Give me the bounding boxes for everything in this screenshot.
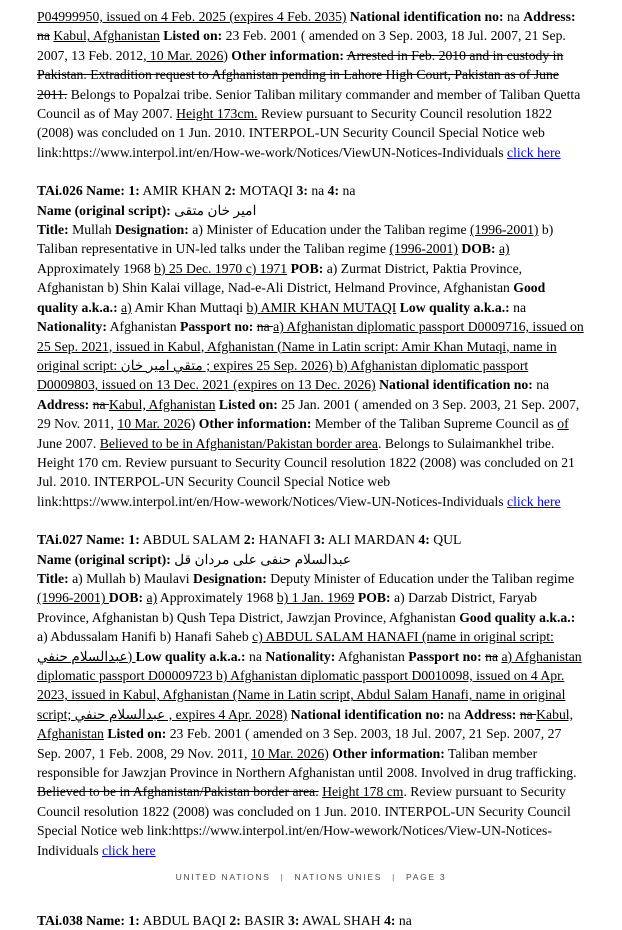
field-label: Low quality a.k.a.: — [135, 648, 246, 664]
amended-text: عبدالسلام حنفي — [74, 706, 166, 722]
amended-text: (1996-2001) — [389, 241, 458, 257]
text-run: na — [395, 913, 412, 929]
amended-text: Height 173cm. — [176, 106, 258, 122]
footer-page-number: PAGE 3 — [406, 872, 447, 882]
text-run: na — [245, 648, 266, 664]
text-run: b) Taliban representative in UN-led talks under the Taliban regime — [37, 222, 554, 257]
field-label: Listed on: — [107, 726, 167, 742]
amended-text: a) — [121, 299, 132, 315]
field-label: Good quality a.k.a.: — [459, 609, 576, 625]
page-footer — [0, 872, 622, 882]
field-label: 3: — [296, 183, 308, 199]
entry-tai025-details-continued — [37, 7, 587, 162]
text-run: na — [503, 9, 524, 24]
text-run: ) — [190, 416, 199, 432]
amended-text: Believed to be in Afghanistan/Pakistan border area — [99, 435, 378, 451]
amended-text: a) Afghanistan diplomatic passport D0009716, issued on 25 Sep. 2021, issued in Kabul, Afghanistan (Name in Latin script: Amir Khan Mutaqi, name in original script: — [37, 319, 584, 373]
click-here-link[interactable]: click here — [507, 144, 561, 160]
entry-tai027-details — [37, 569, 587, 860]
text-run: Member of the Taliban Supreme Council as — [311, 416, 558, 432]
entry-tai038-name-line — [37, 911, 587, 930]
click-here-link[interactable]: click here — [507, 493, 561, 509]
struck-text: Believed to be in Afghanistan/Pakistan border area. — [37, 784, 319, 800]
text-run: ABDUL BAQI — [139, 913, 230, 929]
text-run: BASIR — [240, 913, 288, 929]
field-label: Address: — [464, 706, 517, 722]
field-label: Listed on: — [218, 396, 278, 412]
text-run: Afghanistan — [106, 319, 180, 335]
field-label: 3: — [313, 532, 326, 548]
text-run: Belongs to Popalzai tribe. Senior Taliban military commander and member of Taliban Quetta Council as of May 2007. — [37, 86, 581, 122]
entry-tai027-original-script — [37, 550, 587, 569]
text-run: na — [339, 183, 356, 199]
field-label: 3: — [287, 913, 300, 929]
struck-text: na — [92, 396, 109, 412]
field-label: Title: — [37, 570, 69, 586]
field-label: DOB: — [461, 241, 496, 257]
text-run: Mullah — [68, 222, 116, 238]
footer-separator: | — [392, 872, 397, 882]
struck-text: na — [37, 28, 50, 44]
text-run: AMIR KHAN — [139, 183, 225, 199]
amended-text: 10 Mar. 2026 — [250, 745, 325, 761]
entry-tai026-details — [37, 220, 587, 511]
text-run: na — [307, 183, 328, 199]
field-label: 1: — [128, 183, 140, 199]
field-label: Designation: — [193, 570, 267, 586]
field-label: 2: — [224, 183, 236, 199]
text-run: na — [444, 706, 465, 722]
text-run: Review pursuant to Security Council resolution 1822 (2008) was concluded on 1 Jun. 2010. INTERPOL-UN Security Council Special Notice web link:https://www.interpol.int/en/How-we-work/Notices/ViewUN-Notices-Individuals — [37, 106, 553, 160]
amended-text: (1996-2001) — [37, 590, 109, 606]
field-label: TAi.027 Name: — [37, 532, 125, 548]
field-label: Address: — [37, 396, 90, 412]
field-label: POB: — [357, 590, 391, 606]
field-label: DOB: — [108, 590, 144, 606]
field-label: 4: — [418, 532, 430, 548]
text-run: . Review pursuant to Security Council resolution 1822 (2008) was concluded on 1 Jun. 2010. INTERPOL-UN Security Council Special Notice web link:https://www.interpol.int/en/How-wework/Notices/View-UN-Notices-Individuals — [37, 784, 571, 858]
text-run: a) Mullah b) Maulavi — [68, 570, 193, 586]
footer-org-en: UNITED NATIONS — [175, 872, 271, 882]
field-label: Name (original script): — [37, 202, 171, 218]
field-label: 4: — [384, 913, 396, 929]
text-run: . Belongs to Sulaimankhel tribe. Height 170 cm. Review pursuant to Security Council resolution 1822 (2008) was concluded on 21 Jul. 2010. INTERPOL-UN Security Council Special Notice web link:https://www.interpol.int/en/How-wework/Notices/View-UN-Notices-Individuals — [37, 435, 575, 509]
struck-text: na — [485, 648, 499, 664]
text-run: a) Zurmat District, Paktia Province, Afghanistan b) Shin Kalai village, Nad-e-Ali District, Helmand Province, Afghanistan — [37, 260, 523, 296]
amended-text: b) 1 Jan. 1969 — [276, 590, 355, 606]
field-label: 1: — [128, 913, 140, 929]
text-run: MOTAQI — [235, 183, 297, 199]
amended-text: (1996-2001) — [470, 222, 539, 238]
text-run: na — [532, 377, 550, 393]
field-label: TAi.038 Name: — [37, 913, 125, 929]
amended-text: ; expires 25 Sep. 2026) b) Afghanistan diplomatic passport D0009803, issued on 13 Dec. 2021 (expires on 13 Dec. 2026) — [37, 357, 529, 393]
text-run: HANAFI — [255, 532, 314, 548]
field-label: 2: — [243, 532, 256, 548]
field-label: Title: — [37, 222, 69, 238]
amended-text: b) 25 Dec. 1970 c) 1971 — [154, 260, 288, 276]
amended-text: Height 178 cm — [322, 784, 404, 800]
field-label: Other information: — [231, 47, 344, 63]
document-body — [37, 7, 587, 930]
field-label: National identification no: — [349, 9, 504, 24]
field-label: Other information: — [332, 745, 445, 761]
struck-text: Arrested in Feb. 2010 and in custody in Pakistan. Extradition request to Afghanistan pending in Lahore High Court, Pakistan as of June 2011. — [37, 47, 564, 102]
amended-text: a) — [498, 241, 510, 257]
field-label: Passport no: — [408, 648, 482, 664]
amended-text: P04999950, issued on 4 Feb. 2025 (expires 4 Feb. 2035) — [37, 9, 347, 24]
text-run: ) — [223, 47, 232, 63]
field-label: National identification no: — [379, 377, 533, 393]
footer-org-fr: NATIONS UNIES — [294, 872, 383, 882]
text-run: Amir Khan Muttaqi — [131, 299, 247, 315]
text-run: 23 Feb. 2001 ( amended on 3 Sep. 2003, 18 Jul. 2007, 21 Sep. 2007, 27 Sep. 2007, 1 Feb. 2008, 29 Nov. 2011, — [37, 726, 562, 761]
text-run: Afghanistan — [335, 648, 409, 664]
amended-text: Kabul, Afghanistan — [53, 28, 160, 44]
text-run: Taliban member responsible for Jawzjan Province in Northern Afghanistan until 2008. Involved in drug trafficking. — [37, 745, 577, 781]
entry-tai026-name-line — [37, 181, 587, 200]
amended-text: Kabul, Afghanistan — [37, 706, 574, 742]
text-run: 23 Feb. 2001 ( amended on 3 Sep. 2003, 18 Jul. 2007, 21 Sep. 2007, 13 Feb. 2012 — [37, 28, 566, 63]
field-label: National identification no: — [290, 706, 445, 722]
text-run: QUL — [429, 532, 462, 548]
text-run: ABDUL SALAM — [139, 532, 244, 548]
amended-text: متقي امير خان — [120, 357, 203, 373]
field-label: Address: — [523, 9, 576, 24]
text-run: Deputy Minister of Education under the Taliban regime — [266, 570, 575, 586]
field-label: TAi.026 Name: — [37, 183, 125, 199]
field-label: Nationality: — [37, 319, 107, 335]
text-run: ) — [324, 745, 333, 761]
amended-text: a) — [146, 590, 158, 606]
original-script-text: عبدالسلام حنفى على مردان قل — [174, 551, 352, 567]
amended-text: b) AMIR KHAN MUTAQI — [246, 299, 397, 315]
amended-text: Kabul, Afghanistan — [109, 396, 216, 412]
field-label: 2: — [229, 913, 241, 929]
text-run: 25 Jan. 2001 ( amended on 3 Sep. 2003, 21 Sep. 2007, 29 Nov. 2011, — [37, 396, 580, 432]
original-script-text: امير خان متقى — [174, 202, 257, 218]
field-label: Designation: — [115, 222, 189, 238]
field-label: Name (original script): — [37, 551, 171, 567]
amended-text: of — [557, 416, 569, 432]
field-label: Other information: — [198, 416, 312, 432]
footer-separator: | — [280, 872, 285, 882]
amended-text: , expires 4 Apr. 2028) — [165, 706, 288, 722]
field-label: Good quality a.k.a.: — [37, 280, 546, 315]
amended-text: , 10 Mar. 2026 — [143, 47, 224, 63]
amended-text: c) ABDUL SALAM HANAFI (name in original script: — [252, 629, 554, 645]
field-label: 4: — [327, 183, 340, 199]
struck-text: na — [256, 319, 274, 335]
text-run: a) Darzab District, Faryab Province, Afghanistan b) Qush Tepa District, Jawzjan Province, Afghanistan — [37, 590, 537, 625]
text-run: a) Minister of Education under the Taliban regime — [188, 222, 471, 238]
field-label: Low quality a.k.a.: — [399, 299, 510, 315]
entry-tai027-name-line — [37, 530, 587, 549]
field-label: 1: — [128, 532, 140, 548]
amended-text: 10 Mar. 2026 — [117, 416, 191, 432]
text-run: June 2007. — [37, 435, 100, 451]
field-label: Passport no: — [179, 319, 254, 335]
text-run: Approximately 1968 — [157, 590, 277, 606]
field-label: Listed on: — [163, 28, 223, 44]
field-label: Nationality: — [265, 648, 336, 664]
field-label: POB: — [290, 260, 324, 276]
text-run: AWAL SHAH — [299, 913, 385, 929]
text-run: Approximately 1968 — [37, 260, 155, 276]
entry-tai026-original-script — [37, 201, 587, 220]
amended-text: a) Afghanistan diplomatic passport D00009723 b) Afghanistan diplomatic passport D0010098, issued on 4 Apr. 2023, issued in Kabul, Afghanistan (Name in Latin script, Abdul Salam Hanafi, name in original script; — [37, 648, 582, 722]
text-run: na — [509, 299, 527, 315]
amended-text: ) — [127, 648, 136, 664]
text-run: ALI MARDAN — [325, 532, 419, 548]
text-run: a) Abdussalam Hanifi b) Hanafi Saheb — [37, 629, 253, 645]
struck-text: na — [519, 706, 537, 722]
click-here-link[interactable]: click here — [102, 842, 156, 858]
amended-text: عبدالسلام حنفي — [37, 648, 128, 664]
